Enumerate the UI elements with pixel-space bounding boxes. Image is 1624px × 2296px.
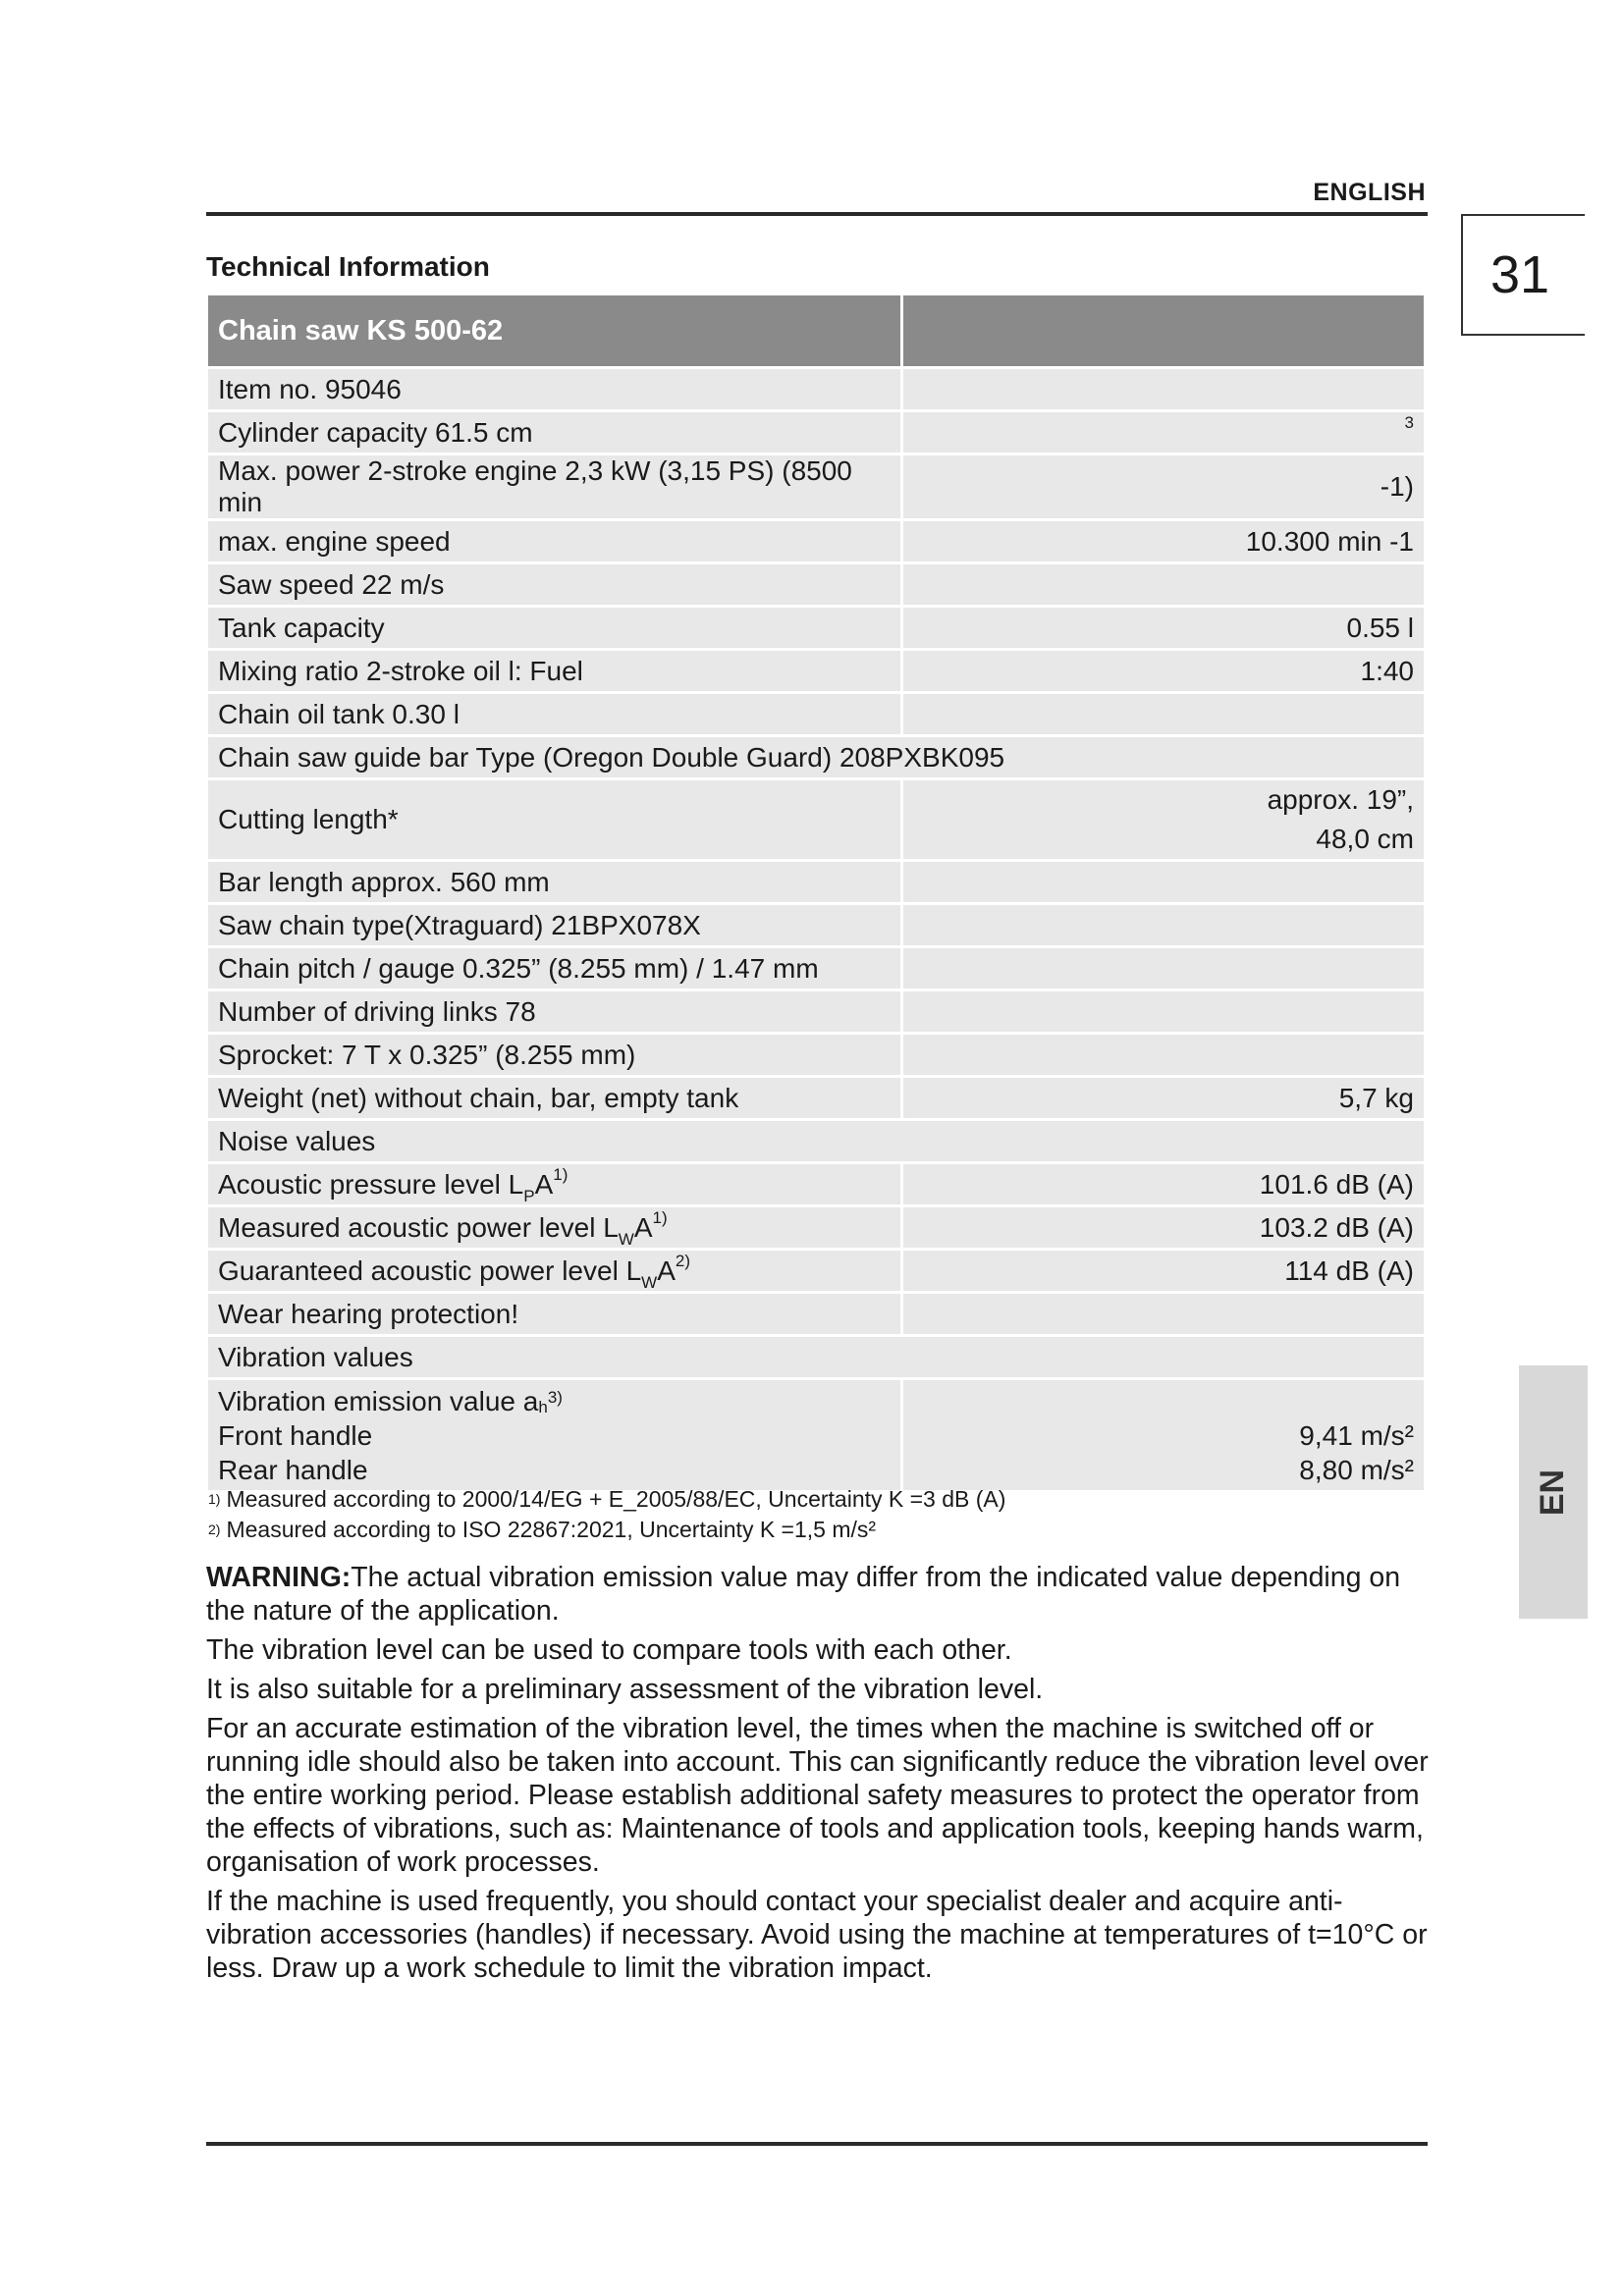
subscript: h: [538, 1397, 548, 1416]
row-label: Chain saw guide bar Type (Oregon Double Guard) 208PXBK095: [208, 737, 1424, 777]
table-row: [208, 564, 1424, 605]
row-label: Chain pitch / gauge 0.325” (8.255 mm) / 1.47 mm: [208, 948, 900, 988]
table-header-row: [208, 295, 1424, 366]
table-row: [208, 1337, 1424, 1377]
row-value: [903, 780, 1424, 859]
top-divider: [206, 212, 1428, 216]
label-text: Acoustic pressure level L: [218, 1168, 524, 1200]
section-title: Technical Information: [206, 251, 490, 282]
table-row: [208, 991, 1424, 1032]
paragraph: It is also suitable for a preliminary assessment of the vibration level.: [206, 1674, 1044, 1705]
side-tab-label: EN: [1534, 1468, 1572, 1516]
row-value: [903, 862, 1424, 902]
label-text: Vibration emission value a: [218, 1385, 539, 1416]
row-value: 103.2 dB (A): [903, 1207, 1424, 1248]
label-line: Rear handle: [218, 1454, 368, 1485]
row-value: [903, 694, 1424, 734]
row-value: 1:40: [903, 651, 1424, 691]
row-value: -1): [903, 455, 1424, 518]
row-value: [903, 1294, 1424, 1334]
row-label: Bar length approx. 560 mm: [208, 862, 900, 902]
footnote: [208, 1515, 1005, 1545]
table-row: [208, 1380, 1424, 1490]
table-row: [208, 1164, 1424, 1204]
table-row: [208, 694, 1424, 734]
language-header: ENGLISH: [1313, 179, 1426, 206]
row-label: [208, 1207, 900, 1248]
paragraph: The vibration level can be used to compare tools with each other.: [206, 1634, 1012, 1666]
row-value: [903, 1035, 1424, 1075]
row-value: [903, 948, 1424, 988]
value-line: 9,41 m/s²: [1299, 1419, 1414, 1451]
row-label: [208, 1164, 900, 1204]
table-row: [208, 412, 1424, 453]
value-line: 8,80 m/s²: [1299, 1454, 1414, 1485]
subscript: P: [523, 1186, 535, 1205]
row-label: max. engine speed: [208, 521, 900, 561]
value-line: 48,0 cm: [1316, 824, 1414, 854]
label-text: A: [534, 1168, 554, 1200]
row-label: Chain oil tank 0.30 l: [208, 694, 900, 734]
subscript: W: [618, 1229, 634, 1249]
page-number: 31: [1461, 214, 1585, 336]
row-value: [903, 564, 1424, 605]
row-value: 101.6 dB (A): [903, 1164, 1424, 1204]
label-text: A: [657, 1255, 676, 1286]
table-row: [208, 1207, 1424, 1248]
body-text: [206, 1561, 1434, 1991]
spec-table: [205, 293, 1427, 1493]
row-value: [903, 905, 1424, 945]
table-row: [208, 1078, 1424, 1118]
row-value: 0.55 l: [903, 608, 1424, 648]
row-value: [903, 1380, 1424, 1490]
row-value: [903, 369, 1424, 409]
row-label: Max. power 2-stroke engine 2,3 kW (3,15 PS) (8500 min: [208, 455, 900, 518]
table-row: [208, 369, 1424, 409]
table-row: [208, 905, 1424, 945]
superscript: 2): [675, 1251, 691, 1270]
row-label: Wear hearing protection!: [208, 1294, 900, 1334]
table-row: [208, 455, 1424, 518]
row-value: 5,7 kg: [903, 1078, 1424, 1118]
row-label: Saw speed 22 m/s: [208, 564, 900, 605]
label-line: Front handle: [218, 1419, 373, 1451]
table-row: [208, 948, 1424, 988]
row-label: Noise values: [208, 1121, 1424, 1161]
paragraph: If the machine is used frequently, you should contact your specialist dealer and acquire anti-vibration accessories (handles) if necessary. Avoid using the machine at temperatures of t=10°C or less. Draw up a work schedule to limit the vibration impact.: [206, 1886, 1428, 1984]
paragraph: For an accurate estimation of the vibration level, the times when the machine is switched off or running idle should also be taken into account. This can significantly reduce the vibration level over the entire working period. Please establish additional safety measures to protect the operator from the effects of vibrations, such as: Maintenance of tools and application tools, keeping hands warm, organisation of work processes.: [206, 1713, 1429, 1878]
row-label: Weight (net) without chain, bar, empty tank: [208, 1078, 900, 1118]
table-row: [208, 651, 1424, 691]
table-row: [208, 1251, 1424, 1291]
table-row: [208, 608, 1424, 648]
footnote-text: Measured according to 2000/14/EG + E_2005/88/EC, Uncertainty K =3 dB (A): [226, 1486, 1006, 1512]
superscript: 3): [547, 1387, 563, 1407]
row-value: 114 dB (A): [903, 1251, 1424, 1291]
table-row: [208, 1121, 1424, 1161]
row-value: [903, 991, 1424, 1032]
row-label: Number of driving links 78: [208, 991, 900, 1032]
table-row: [208, 521, 1424, 561]
warning-text: The actual vibration emission value may differ from the indicated value depending on the nature of the application.: [206, 1562, 1401, 1627]
subscript: W: [641, 1272, 658, 1292]
paragraph: [206, 1561, 1434, 1628]
row-label: Mixing ratio 2-stroke oil l: Fuel: [208, 651, 900, 691]
superscript: 1): [553, 1164, 568, 1184]
row-label: Sprocket: 7 T x 0.325” (8.255 mm): [208, 1035, 900, 1075]
table-row: [208, 1294, 1424, 1334]
footnote: [208, 1484, 1005, 1515]
superscript: 1): [652, 1207, 668, 1227]
table-title: Chain saw KS 500-62: [208, 295, 900, 366]
label-text: A: [633, 1211, 653, 1243]
table-row: [208, 862, 1424, 902]
label-text: Guaranteed acoustic power level L: [218, 1255, 642, 1286]
row-value: [903, 412, 1424, 453]
table-row: [208, 737, 1424, 777]
row-label: [208, 1380, 900, 1490]
bottom-divider: [206, 2142, 1428, 2146]
row-label: Saw chain type(Xtraguard) 21BPX078X: [208, 905, 900, 945]
footnotes: [208, 1484, 1005, 1545]
table-header-empty: [903, 295, 1424, 366]
row-label: [208, 1251, 900, 1291]
footnote-mark: 2): [208, 1522, 221, 1537]
row-label: Cutting length*: [208, 780, 900, 859]
footnote-mark: 1): [208, 1491, 221, 1507]
language-side-tab: [1519, 1365, 1588, 1619]
row-label: Vibration values: [208, 1337, 1424, 1377]
row-label: Item no. 95046: [208, 369, 900, 409]
label-line: [218, 1384, 891, 1418]
warning-label: WARNING:: [206, 1562, 352, 1593]
value-line: approx. 19”,: [1267, 784, 1414, 815]
row-value: 10.300 min -1: [903, 521, 1424, 561]
label-text: Measured acoustic power level L: [218, 1211, 619, 1243]
row-label: Cylinder capacity 61.5 cm: [208, 412, 900, 453]
table-row: [208, 780, 1424, 859]
table-row: [208, 1035, 1424, 1075]
superscript: 3: [1404, 412, 1414, 432]
row-label: Tank capacity: [208, 608, 900, 648]
footnote-text: Measured according to ISO 22867:2021, Uncertainty K =1,5 m/s²: [226, 1517, 877, 1542]
